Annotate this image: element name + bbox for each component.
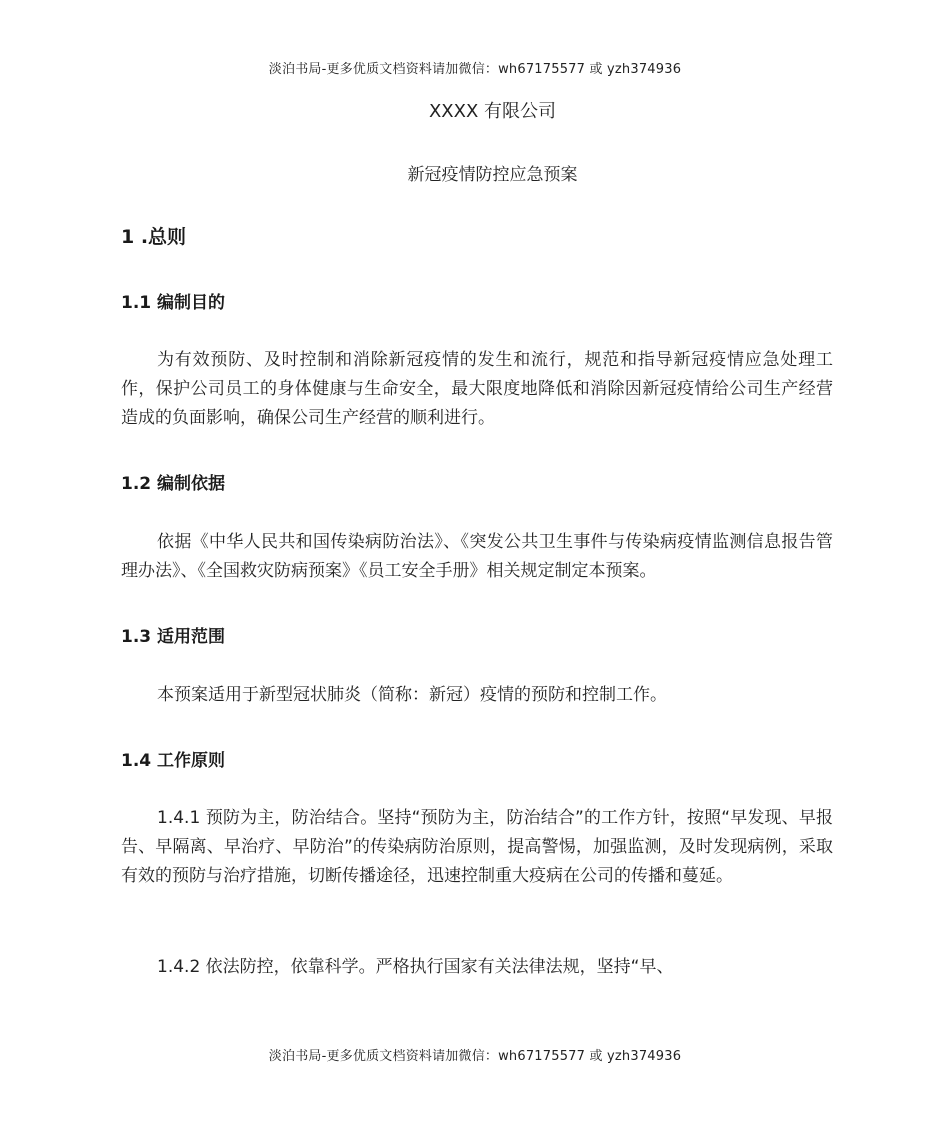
section-1-1-heading: 1.1 编制目的	[121, 293, 226, 313]
company-name: XXXX 有限公司	[428, 101, 557, 122]
section-1-4-heading: 1.4 工作原则	[121, 751, 226, 771]
footer-watermark: 淡泊书局-更多优质文档资料请加微信：wh67175577 或 yzh374936	[268, 1049, 682, 1064]
section-1-4-1-body: 1.4.1 预防为主，防治结合。坚持“预防为主，防治结合”的工作方针，按照“早发现、早报告、早隔离、早治疗、早防治”的传染病防治原则，提高警惕，加强监测，及时发现病例，采取有效的预防与治疗措施，切断传播途径，迅速控制重大疫病在公司的传播和蔓延。	[121, 808, 833, 886]
section-1-3-body: 本预案适用于新型冠状肺炎（简称：新冠）疫情的预防和控制工作。	[157, 685, 667, 705]
section-1-2-body: 依据《中华人民共和国传染病防治法》、《突发公共卫生事件与传染病疫情监测信息报告管理办法》、《全国救灾防病预案》《员工安全手册》相关规定制定本预案。	[121, 532, 833, 581]
section-1-1-body: 为有效预防、及时控制和消除新冠疫情的发生和流行，规范和指导新冠疫情应急处理工作，保护公司员工的身体健康与生命安全，最大限度地降低和消除因新冠疫情给公司生产经营造成的负面影响，确保公司生产经营的顺利进行。	[121, 350, 833, 428]
document-title: 新冠疫情防控应急预案	[407, 165, 578, 185]
section-1-heading: 1 .总则	[121, 226, 187, 248]
section-1-2-heading: 1.2 编制依据	[121, 474, 226, 494]
section-1-4-2-body: 1.4.2 依法防控，依靠科学。严格执行国家有关法律法规，坚持“早、	[157, 957, 674, 977]
section-1-3-heading: 1.3 适用范围	[121, 627, 226, 647]
header-watermark: 淡泊书局-更多优质文档资料请加微信：wh67175577 或 yzh374936	[268, 62, 682, 77]
